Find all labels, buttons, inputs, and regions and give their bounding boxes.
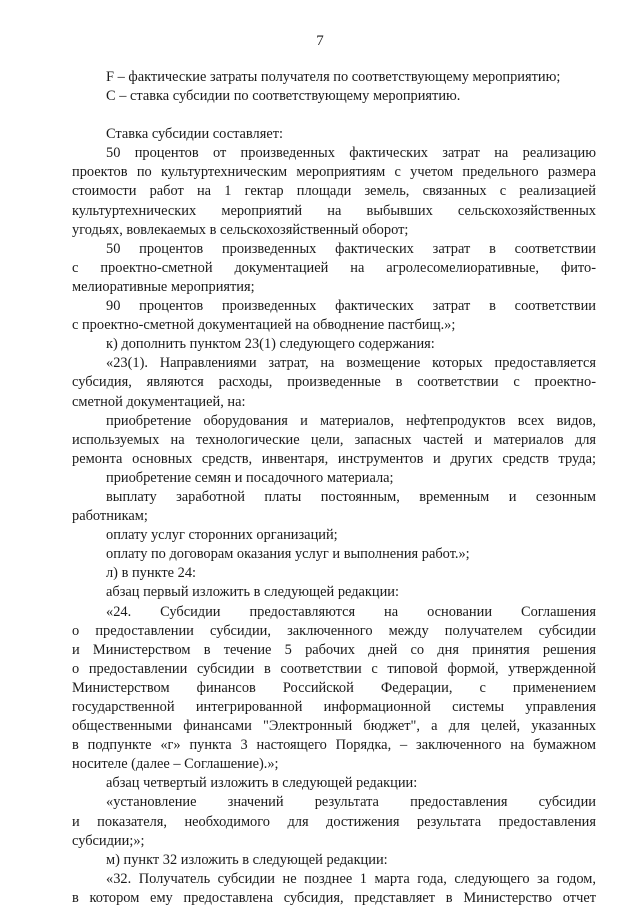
text-line: приобретение оборудования и материалов, нефтепродуктов всех видов, [106, 412, 596, 429]
text-line: к) дополнить пунктом 23(1) следующего содержания: [106, 336, 435, 353]
text-line: «32. Получатель субсидии не позднее 1 марта года, следующего за годом, [106, 870, 596, 887]
text-line: в котором ему предоставлена субсидия, представляет в Министерство отчет [72, 889, 596, 906]
text-line: оплату по договорам оказания услуг и выполнения работ.»; [106, 546, 470, 563]
text-line: носителе (далее – Соглашение).»; [72, 756, 279, 773]
text-line: проектов по культуртехническим мероприятиям с учетом предельного размера [72, 164, 596, 181]
text-line: культуртехнических мероприятий на выбывших сельскохозяйственных [72, 202, 596, 219]
text-line: ремонта основных средств, инвентаря, инструментов и других средств труда; [72, 450, 596, 467]
text-line: государственной интегрированной информационной системы управления [72, 699, 596, 715]
text-line: стоимости работ на 1 гектар площади земель, связанных с реализацией [72, 183, 596, 200]
text-line: в подпункте «г» пункта 3 настоящего Порядка, – заключенного на бумажном [72, 737, 596, 754]
text-line: угодьях, вовлекаемых в сельскохозяйственный оборот; [72, 221, 409, 238]
text-line: и Министерством в течение 5 рабочих дней со дня принятия решения [72, 641, 596, 658]
text-line: F – фактические затраты получателя по соответствующему мероприятию; [106, 69, 561, 85]
text-line: оплату услуг сторонних организаций; [106, 527, 338, 544]
text-line: субсидия, являются расходы, произведенные в соответствии с проектно- [72, 374, 596, 391]
text-line: о предоставлении субсидии в соответствии с типовой формой, утвержденной [72, 660, 596, 677]
text-line: 50 процентов произведенных фактических затрат в соответствии [106, 240, 596, 257]
text-line: абзац четвертый изложить в следующей редакции: [106, 775, 418, 792]
text-line: м) пункт 32 изложить в следующей редакции: [106, 851, 388, 868]
text-line: л) в пункте 24: [106, 565, 197, 582]
text-line: с проектно-сметной документацией на обводнение пастбищ.»; [72, 317, 456, 334]
text-line: «23(1). Направлениями затрат, на возмещение которых предоставляется [106, 355, 596, 372]
document-body [72, 68, 596, 908]
text-line: C – ставка субсидии по соответствующему мероприятию. [106, 88, 461, 105]
text-line: о предоставлении субсидии, заключенного между получателем субсидии [72, 622, 596, 639]
page-number: 7 [316, 33, 324, 49]
text-line: Ставка субсидии составляет: [106, 126, 284, 143]
text-line: сметной документацией, на: [72, 393, 246, 410]
text-line: 50 процентов от произведенных фактических затрат на реализацию [106, 145, 596, 162]
text-line: «24. Субсидии предоставляются на основании Соглашения [106, 603, 596, 620]
text-line: «установление значений результата предоставления субсидии [106, 794, 596, 811]
text-line: выплату заработной платы постоянным, временным и сезонным [106, 488, 596, 505]
text-line: 90 процентов произведенных фактических затрат в соответствии [106, 298, 596, 315]
text-line: Министерством финансов Российской Федерации, с применением [72, 679, 596, 696]
text-line: мелиоративные мероприятия; [72, 278, 255, 295]
text-line: субсидии;»; [72, 832, 145, 849]
text-line: и показателя, необходимого для достижения результата предоставления [72, 813, 596, 830]
text-line: абзац первый изложить в следующей редакции: [106, 584, 400, 601]
text-line: используемых на технологические цели, запасных частей и материалов для [72, 431, 596, 448]
text-line: общественными финансами "Электронный бюджет", а для целей, указанных [72, 718, 596, 735]
text-line: с проектно-сметной документацией на агролесомелиоративные, фито- [72, 259, 596, 276]
text-line: приобретение семян и посадочного материала; [106, 469, 394, 486]
text-line: работникам; [72, 508, 148, 525]
paragraph-gap [72, 106, 596, 125]
